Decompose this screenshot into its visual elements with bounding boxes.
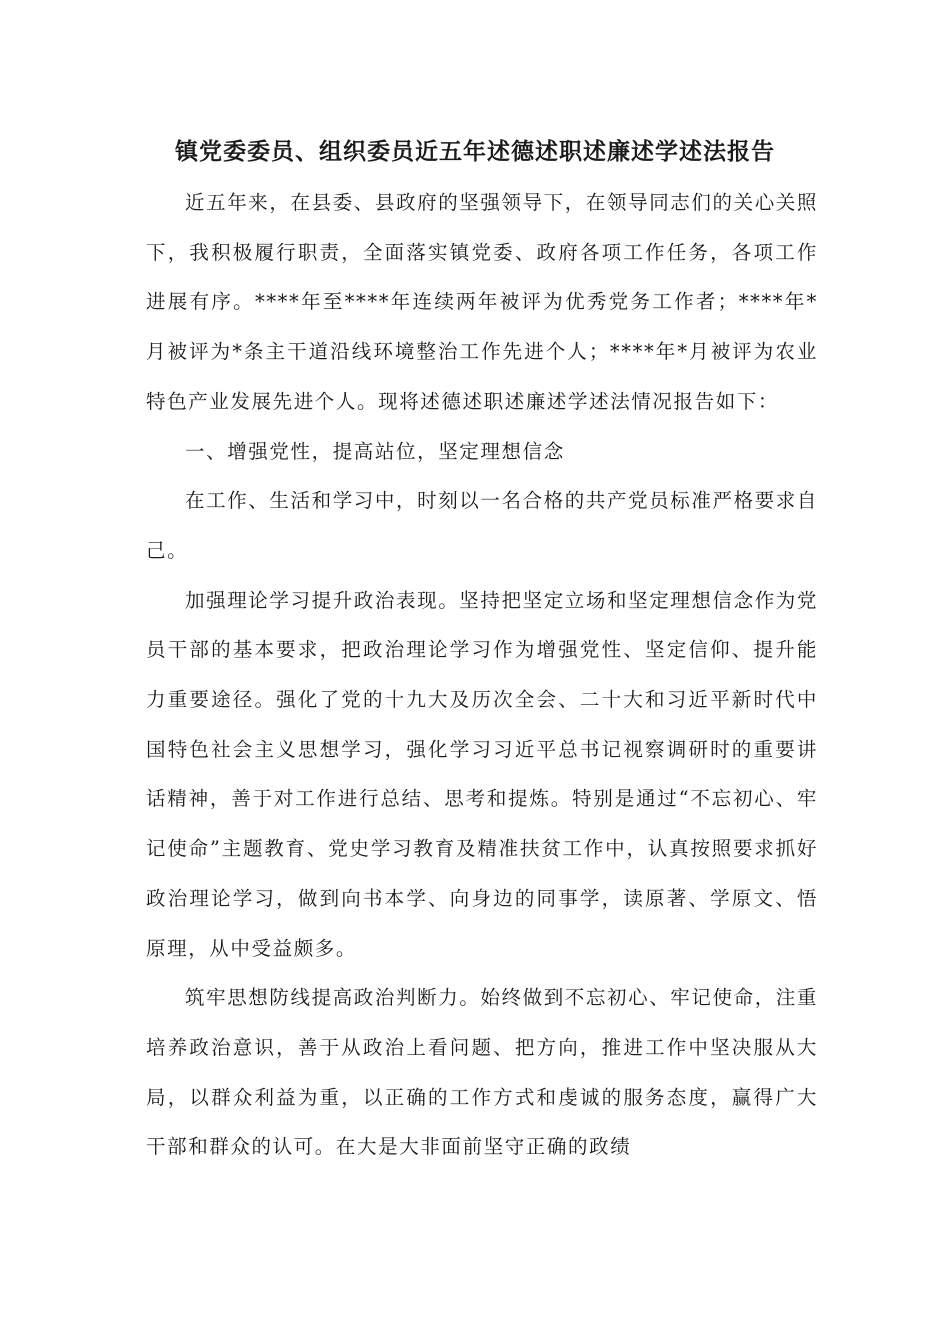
paragraph-section-1-intro: 在工作、生活和学习中，时刻以一名合格的共产党员标准严格要求自己。 — [146, 489, 819, 562]
paragraph-theory-study: 加强理论学习提升政治表现。坚持把坚定立场和坚定理想信念作为党员干部的基本要求，把政治理论学习作为增强党性、坚定信仰、提升能力重要途径。强化了党的十九大及历次全会、二十大和习近平新时代中国特色社会主义思想学习，强化学习习近平总书记视察调研时的重要讲话精神，善于对工作进行总结、思考和提炼。特别是通过“不忘初心、牢记使命”主题教育、党史学习教育及精准扶贫工作中，认真按照要求抓好政治理论学习，做到向书本学、向身边的同事学，读原著、学原文、悟原理，从中受益颇多。 — [146, 588, 819, 960]
section-heading-1: 一、增强党性，提高站位，坚定理想信念 — [185, 439, 565, 463]
paragraph-intro: 近五年来，在县委、县政府的坚强领导下，在领导同志们的关心关照下，我积极履行职责，全面落实镇党委、政府各项工作任务，各项工作进展有序。****年至****年连续两年被评为优秀党务工作者；****年*月被评为*条主干道沿线环境整治工作先进个人；****年*月被评为农业特色产业发展先进个人。现将述德述职述廉述学述法情况报告如下： — [146, 191, 819, 413]
paragraph-ideological-defense: 筑牢思想防线提高政治判断力。始终做到不忘初心、牢记使命，注重培养政治意识，善于从政治上看问题、把方向，推进工作中坚决服从大局，以群众利益为重，以正确的工作方式和虔诚的服务态度，赢得广大干部和群众的认可。在大是大非面前坚守正确的政绩 — [146, 986, 819, 1159]
document-body — [146, 178, 818, 1172]
document-title: 镇党委委员、组织委员近五年述德述职述廉述学述法报告 — [175, 139, 775, 165]
